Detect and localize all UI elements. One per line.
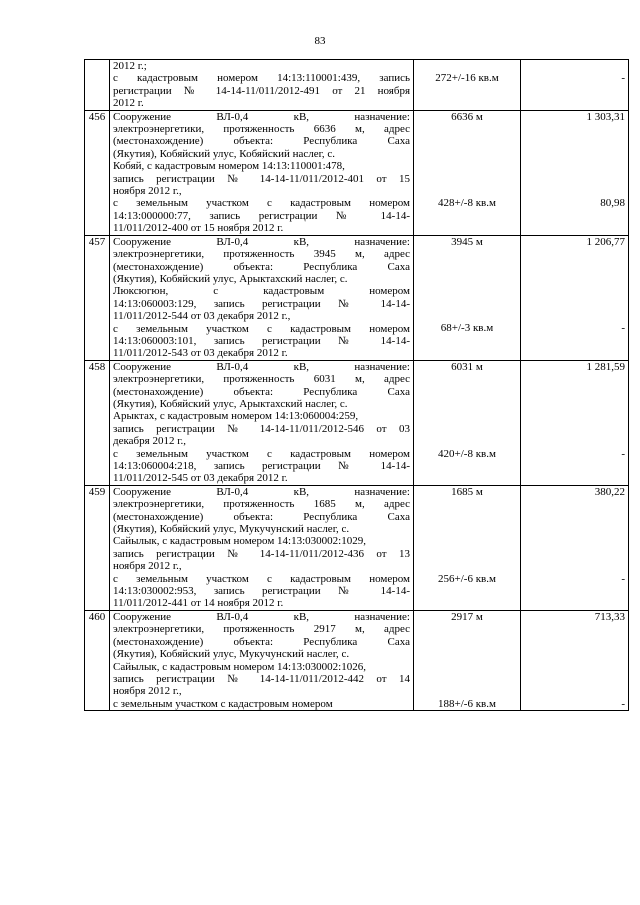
description-line: 14:13:060004:218, запись регистрации № 14-14-: [113, 460, 410, 472]
description-line: (Якутия), Кобяйский улус, Арыктахский наслег, с.: [113, 272, 348, 285]
value-cell: [521, 360, 629, 485]
description-line: Кобяй, с кадастровым номером 14:13:110001:478,: [113, 160, 345, 173]
table-row: [85, 360, 629, 485]
registry-table: [84, 59, 629, 711]
page-number: 83: [314, 35, 326, 47]
area-cell: [414, 485, 521, 610]
object-value: 1 281,59: [586, 360, 625, 373]
value-cell: [521, 110, 629, 235]
row-number: 460: [85, 610, 110, 710]
description-line: запись регистрации № 14-14-11/011/2012-401 от 15: [113, 172, 410, 185]
value-cell: [521, 485, 629, 610]
description-line: (местонахождение) объекта: Республика Саха: [113, 635, 410, 648]
table-row: [85, 110, 629, 235]
area-cell: [414, 110, 521, 235]
table-row: [85, 485, 629, 610]
description-line: регистрации № 14-14-11/011/2012-491 от 21 ноября: [113, 84, 410, 97]
description-line: 14:13:060003:129, запись регистрации № 14-14-: [113, 297, 410, 310]
description-line: 14:13:000000:77, запись регистрации № 14-14-: [113, 209, 410, 222]
description-line: 11/011/2012-543 от 03 декабря 2012 г.: [113, 347, 288, 360]
description-line: Сооружение ВЛ-0,4 кВ, назначение:: [113, 610, 410, 623]
description-line: электроэнергетики, протяженность 3945 м, адрес: [113, 248, 410, 261]
description-line: Сооружение ВЛ-0,4 кВ, назначение:: [113, 360, 410, 373]
description-line: ноября 2012 г.,: [113, 560, 182, 573]
description-line: 2012 г.: [113, 97, 144, 110]
object-value: 713,33: [594, 610, 625, 623]
land-area: 272+/-16 кв.м: [435, 72, 499, 85]
object-length: 6031 м: [451, 360, 483, 373]
row-number: 459: [85, 485, 110, 610]
description-line: запись регистрации № 14-14-11/011/2012-442 от 14: [113, 672, 410, 685]
description-line: электроэнергетики, протяженность 6636 м, адрес: [113, 123, 410, 136]
area-cell: [414, 235, 521, 360]
land-value: -: [621, 697, 625, 710]
description-line: с кадастровым номером 14:13:110001:439, запись: [113, 72, 410, 85]
description-line: Люксюгюн, с кадастровым номером: [113, 285, 410, 298]
description-line: ноября 2012 г.,: [113, 185, 182, 198]
description-line: (Якутия), Кобяйский улус, Мукучунский наслег, с.: [113, 648, 350, 661]
object-description: [110, 485, 414, 610]
row-number: 457: [85, 235, 110, 360]
land-value: -: [621, 72, 625, 85]
description-line: запись регистрации № 14-14-11/011/2012-546 от 03: [113, 422, 410, 435]
description-line: с земельным участком с кадастровым номером: [113, 447, 410, 460]
table-row: [85, 235, 629, 360]
land-value: -: [621, 572, 625, 585]
description-line: электроэнергетики, протяженность 6031 м, адрес: [113, 373, 410, 386]
description-line: Сайылык, с кадастровым номером 14:13:030002:1029,: [113, 535, 366, 548]
land-value: -: [621, 447, 625, 460]
description-line: (Якутия), Кобяйский улус, Мукучунский наслег, с.: [113, 523, 350, 536]
area-cell: [414, 60, 521, 111]
land-area: 68+/-3 кв.м: [440, 322, 494, 335]
land-area: 188+/-6 кв.м: [438, 697, 496, 710]
object-value: 1 303,31: [586, 110, 625, 123]
description-line: 11/011/2012-441 от 14 ноября 2012 г.: [113, 597, 284, 610]
description-line: Арыктах, с кадастровым номером 14:13:060004:259,: [113, 410, 359, 423]
description-line: Сооружение ВЛ-0,4 кВ, назначение:: [113, 110, 410, 123]
description-line: 11/011/2012-545 от 03 декабря 2012 г.: [113, 472, 288, 485]
description-line: с земельным участком с кадастровым номером: [113, 322, 410, 335]
row-number: 456: [85, 110, 110, 235]
land-area: 256+/-6 кв.м: [438, 572, 496, 585]
object-length: 2917 м: [451, 610, 483, 623]
object-description: [110, 60, 414, 111]
description-line: с земельным участком с кадастровым номером: [113, 697, 333, 710]
description-line: 14:13:030002:953, запись регистрации № 14-14-: [113, 585, 410, 598]
description-line: Сайылык, с кадастровым номером 14:13:030002:1026,: [113, 660, 366, 673]
object-description: [110, 235, 414, 360]
value-cell: [521, 610, 629, 710]
land-area: 420+/-8 кв.м: [438, 447, 496, 460]
description-line: 11/011/2012-400 от 15 ноября 2012 г.: [113, 222, 284, 235]
description-line: (местонахождение) объекта: Республика Саха: [113, 260, 410, 273]
value-cell: [521, 60, 629, 111]
description-line: (местонахождение) объекта: Республика Саха: [113, 385, 410, 398]
object-value: 380,22: [594, 485, 625, 498]
table-row: [85, 610, 629, 710]
description-line: электроэнергетики, протяженность 1685 м, адрес: [113, 498, 410, 511]
description-line: 11/011/2012-544 от 03 декабря 2012 г.,: [113, 310, 291, 323]
description-line: 2012 г.;: [113, 60, 147, 72]
object-length: 6636 м: [451, 110, 483, 123]
object-description: [110, 360, 414, 485]
table-row: [85, 60, 629, 111]
description-line: ноября 2012 г.,: [113, 685, 182, 698]
land-area: 428+/-8 кв.м: [438, 197, 496, 210]
description-line: (Якутия), Кобяйский улус, Арыктахский наслег, с.: [113, 397, 348, 410]
row-number: 458: [85, 360, 110, 485]
value-cell: [521, 235, 629, 360]
description-line: электроэнергетики, протяженность 2917 м, адрес: [113, 623, 410, 636]
description-line: запись регистрации № 14-14-11/011/2012-436 от 13: [113, 547, 410, 560]
object-length: 1685 м: [451, 485, 483, 498]
description-line: с земельным участком с кадастровым номером: [113, 572, 410, 585]
land-value: -: [621, 322, 625, 335]
description-line: (местонахождение) объекта: Республика Саха: [113, 135, 410, 148]
description-line: Сооружение ВЛ-0,4 кВ, назначение:: [113, 485, 410, 498]
object-length: 3945 м: [451, 235, 483, 248]
land-value: 80,98: [600, 197, 625, 210]
area-cell: [414, 610, 521, 710]
description-line: декабря 2012 г.,: [113, 435, 186, 448]
description-line: с земельным участком с кадастровым номером: [113, 197, 410, 210]
description-line: (Якутия), Кобяйский улус, Кобяйский наслег, с.: [113, 147, 336, 160]
description-line: 14:13:060003:101, запись регистрации № 14-14-: [113, 334, 410, 347]
row-number: [85, 60, 110, 111]
description-line: Сооружение ВЛ-0,4 кВ, назначение:: [113, 235, 410, 248]
area-cell: [414, 360, 521, 485]
object-description: [110, 110, 414, 235]
object-description: [110, 610, 414, 710]
description-line: (местонахождение) объекта: Республика Саха: [113, 510, 410, 523]
object-value: 1 206,77: [586, 235, 625, 248]
